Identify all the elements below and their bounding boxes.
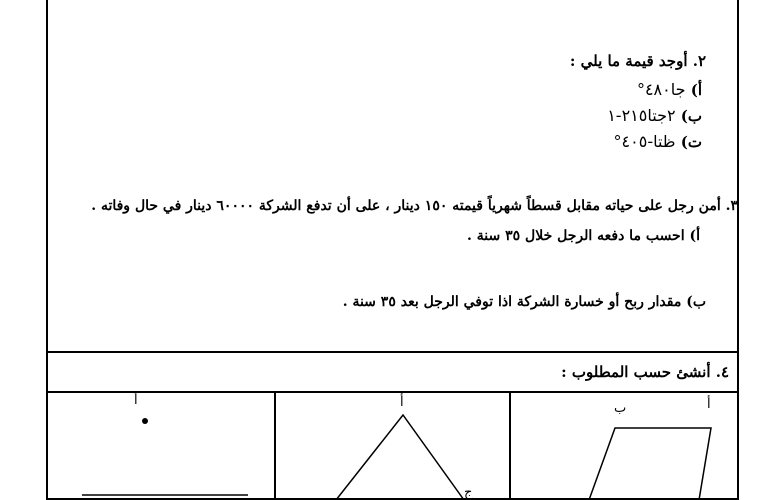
q2-item-a-label: أ)	[690, 81, 702, 99]
figure-triangle	[276, 391, 509, 500]
question-2-title: ٢. أوجد قيمة ما يلي :	[569, 52, 706, 70]
triangle-sides	[336, 415, 464, 500]
fig3-label-b: ب	[614, 401, 627, 416]
figure-point-segment	[48, 391, 274, 500]
fig2-label-a: أ	[400, 395, 404, 410]
q2-item-b-expr: ٢جتا٢١٥-١	[607, 106, 676, 125]
q2-item-a	[637, 80, 702, 99]
question-4-header	[48, 353, 737, 393]
q2-item-b	[607, 106, 702, 125]
question-4-box	[46, 351, 739, 500]
q2-item-c	[614, 132, 702, 151]
q2-item-c-expr: ظتا-٤٠٥°	[613, 132, 676, 151]
q2-item-a-expr: جا٤٨٠°	[636, 80, 686, 99]
fig2-label-c: ج	[464, 485, 473, 500]
parallelogram-sides	[589, 428, 711, 500]
fig3-label-a: أ	[707, 397, 711, 412]
q3-part-b: ب) مقدار ربح أو خسارة الشركة اذا توفي الرجل بعد ٣٥ سنة .	[342, 294, 706, 310]
fig1-label-a: أ	[134, 393, 138, 408]
q2-item-b-label: ب)	[680, 107, 702, 125]
question-4-title: ٤. أنشئ حسب المطلوب :	[561, 363, 729, 381]
q2-item-c-label: ت)	[680, 133, 702, 151]
point-a	[142, 418, 148, 424]
q3-part-a: أ) احسب ما دفعه الرجل خلال ٣٥ سنة .	[467, 228, 700, 244]
question-3-title: ٣. أمن رجل على حياته مقابل قسطاً شهرياً قيمته ١٥٠ دينار ، على أن تدفع الشركة ٦٠٠٠٠ دينار في حال وفاته .	[91, 198, 738, 214]
